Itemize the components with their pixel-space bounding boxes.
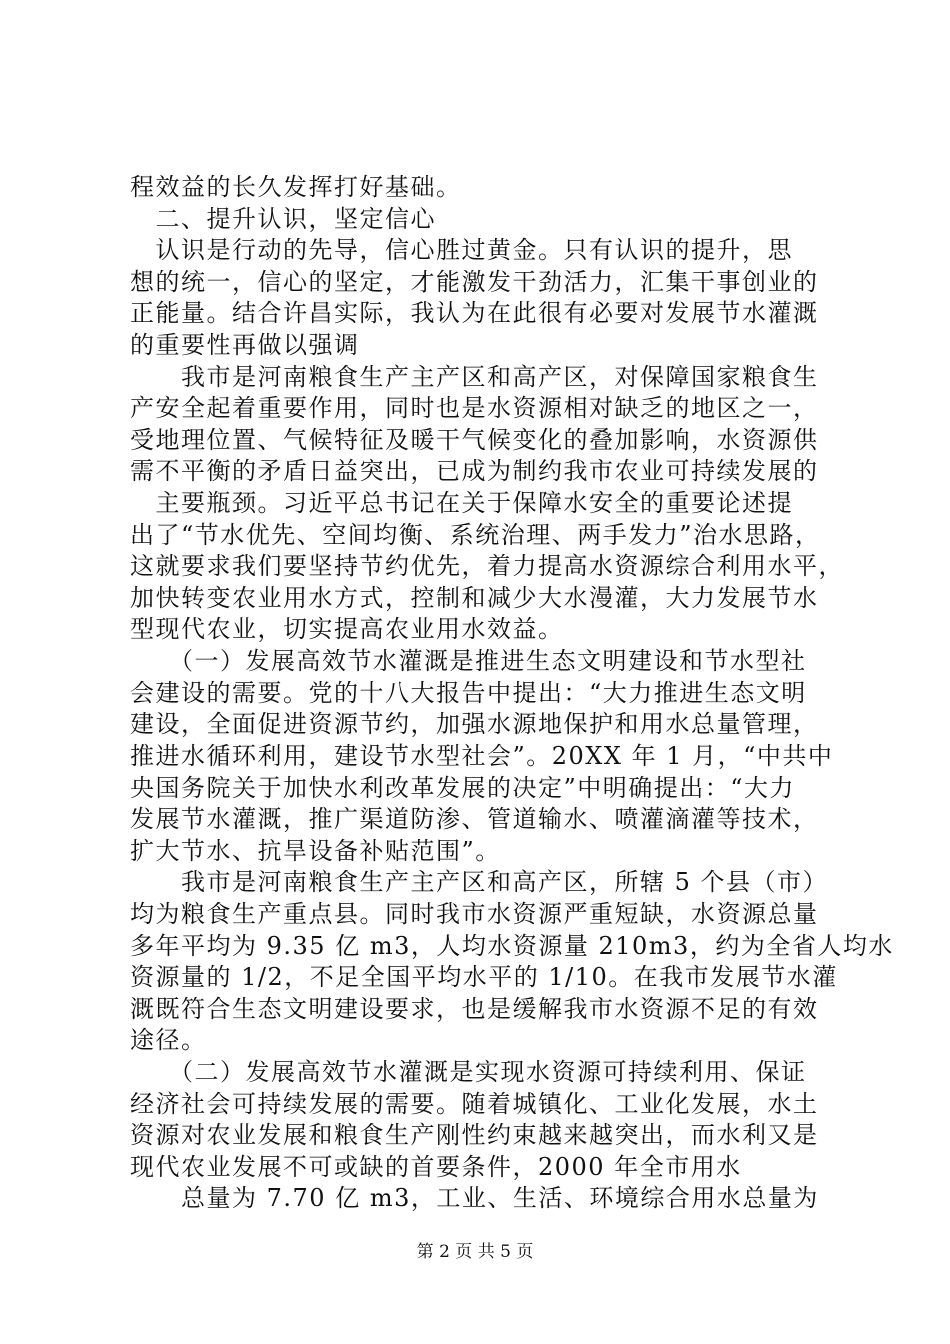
text-line: 扩大节水、抗旱设备补贴范围”。: [130, 837, 501, 865]
section-heading: 二、提升认识，坚定信心: [130, 205, 436, 233]
text-line: 央国务院关于加快水利改革发展的决定”中明确提出：“大力: [130, 774, 796, 802]
text-line: 均为粮食生产重点县。同时我市水资源严重短缺，水资源总量: [130, 900, 819, 928]
text-line: 型现代农业，切实提高农业用水效益。: [130, 615, 564, 643]
text-line: （二）发展高效节水灌溉是实现水资源可持续利用、保证: [130, 1058, 807, 1086]
text-line: 经济社会可持续发展的需要。随着城镇化、工业化发展，水土: [130, 1090, 819, 1118]
text-line: 资源对农业发展和粮食生产刚性约束越来越突出，而水利又是: [130, 1121, 819, 1149]
text-line: 加快转变农业用水方式，控制和减少大水漫灌，大力发展节水: [130, 584, 819, 612]
text-line: 这就要求我们要坚持节约优先，着力提高水资源综合利用水平，: [130, 552, 844, 580]
text-line: 推进水循环利用，建设节水型社会”。20XX 年 1 月，“中共中: [130, 742, 834, 770]
page-number: 第 2 页 共 5 页: [416, 1242, 534, 1262]
text-line: 会建设的需要。党的十八大报告中提出：“大力推进生态文明: [130, 679, 807, 707]
text-line: 资源量的 1/2，不足全国平均水平的 1/10。在我市发展节水灌: [130, 963, 838, 991]
text-line: 我市是河南粮食生产主产区和高产区，对保障国家粮食生: [130, 363, 819, 391]
text-line: 主要瓶颈。习近平总书记在关于保障水安全的重要论述提: [130, 489, 793, 517]
text-line: 的重要性再做以强调: [130, 331, 360, 359]
text-line: 发展节水灌溉，推广渠道防渗、管道输水、喷灌滴灌等技术，: [130, 805, 819, 833]
text-line: 想的统一，信心的坚定，才能激发干劲活力，汇集干事创业的: [130, 268, 819, 296]
text-line: 产安全起着重要作用，同时也是水资源相对缺乏的地区之一，: [130, 394, 819, 422]
text-line: 出了“节水优先、空间均衡、系统治理、两手发力”治水思路，: [130, 521, 821, 549]
text-line: 认识是行动的先导，信心胜过黄金。只有认识的提升，思: [130, 236, 793, 264]
text-line: 程效益的长久发挥打好基础。: [130, 173, 462, 201]
text-line: （一）发展高效节水灌溉是推进生态文明建设和节水型社: [130, 647, 807, 675]
text-line: 多年平均为 9.35 亿 m3，人均水资源量 210m3，约为全省人均水: [130, 932, 894, 960]
text-line: 总量为 7.70 亿 m3，工业、生活、环境综合用水总量为: [130, 1184, 819, 1212]
text-line: 建设，全面促进资源节约，加强水源地保护和用水总量管理，: [130, 710, 819, 738]
text-line: 溉既符合生态文明建设要求，也是缓解我市水资源不足的有效: [130, 995, 819, 1023]
text-line: 正能量。结合许昌实际，我认为在此很有必要对发展节水灌溉: [130, 299, 819, 327]
text-line: 受地理位置、气候特征及暖干气候变化的叠加影响，水资源供: [130, 426, 819, 454]
text-line: 需不平衡的矛盾日益突出，已成为制约我市农业可持续发展的: [130, 457, 819, 485]
text-line: 现代农业发展不可或缺的首要条件，2000 年全市用水: [130, 1153, 742, 1181]
text-line: 我市是河南粮食生产主产区和高产区，所辖 5 个县（市）: [130, 868, 829, 896]
text-line: 途径。: [130, 1026, 207, 1054]
